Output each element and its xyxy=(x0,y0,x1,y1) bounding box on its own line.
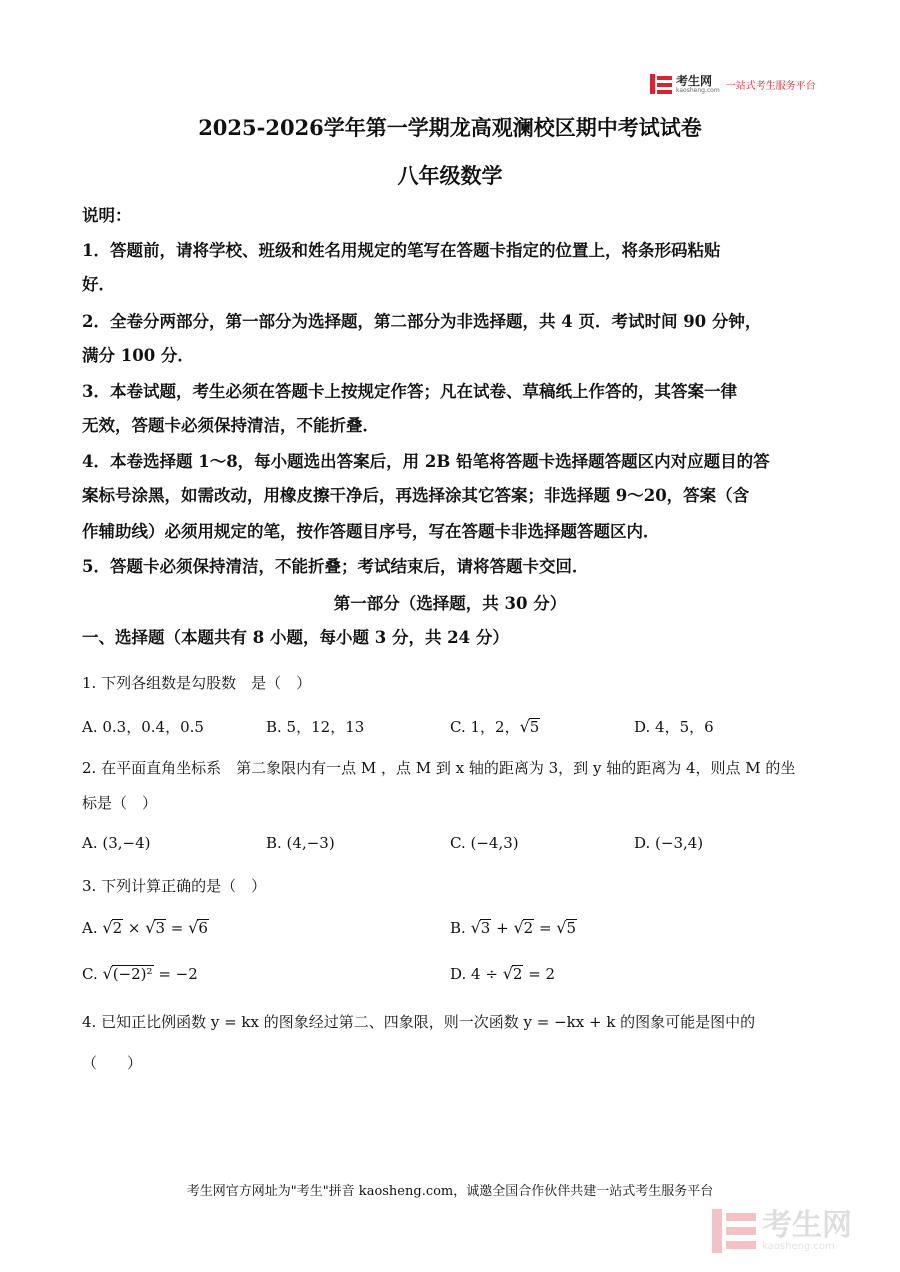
q1-option-c-radicand: 5 xyxy=(529,718,540,736)
logo-brand: 考生网 kaosheng.com xyxy=(676,73,720,94)
q1-option-d: D. 4，5，6 xyxy=(634,718,714,736)
q3-option-c xyxy=(82,964,198,983)
q3-d-label: D. xyxy=(450,965,467,983)
q3-a-radicand-2: 3 xyxy=(155,919,165,937)
q2-option-c: C. (−4,3) xyxy=(450,834,519,852)
footer-text: 考生网官方网址为"考生"拼音 kaosheng.com，诚邀全国合作伙伴共建一站式考生服务平台 xyxy=(186,1184,714,1199)
q3-b-radicand-3: 5 xyxy=(566,919,577,937)
q1-option-a: A. 0.3，0.4，0.5 xyxy=(82,718,204,736)
q3-b-operator: + xyxy=(491,919,514,937)
q3-b-radicand-2: 2 xyxy=(523,919,534,937)
q3-b-radicand-1: 3 xyxy=(480,919,491,937)
q1-option-c-prefix: C. 1，2， xyxy=(450,718,520,736)
logo-slogan: 一站式考生服务平台 xyxy=(725,80,816,92)
sqrt-icon: √ xyxy=(513,918,524,937)
part1-heading: 第一部分（选择题，共 30 分） xyxy=(333,594,567,613)
q3-b-equals: = xyxy=(534,919,557,937)
kaosheng-watermark-icon xyxy=(712,1209,756,1253)
header-logo xyxy=(650,72,820,96)
q3-option-a xyxy=(82,918,209,937)
question-3-stem: 3. 下列计算正确的是（ ） xyxy=(82,877,267,895)
section1-heading: 一、选择题（本题共有 8 小题，每小题 3 分，共 24 分） xyxy=(82,628,509,647)
watermark-logo xyxy=(712,1207,882,1255)
note-1-line-2: 好． xyxy=(82,275,115,294)
question-4-paren: （ ） xyxy=(82,1054,143,1072)
note-1-line-1: 1．答题前，请将学校、班级和姓名用规定的笔写在答题卡指定的位置上，将条形码粘贴 xyxy=(82,241,721,260)
note-4-line-2: 案标号涂黑，如需改动，用橡皮擦干净后，再选择涂其它答案；非选择题 9～20，答案（含 xyxy=(82,486,750,505)
question-1-stem: 1. 下列各组数是勾股数 是（ ） xyxy=(82,674,312,692)
q3-c-label: C. xyxy=(82,965,98,983)
sqrt-icon: √ xyxy=(145,918,156,937)
sqrt-icon: √ xyxy=(556,918,567,937)
note-5-line-1: 5．答题卡必须保持清洁，不能折叠；考试结束后，请将答题卡交回． xyxy=(82,557,589,576)
sqrt-icon: √ xyxy=(102,918,113,937)
q2-option-a: A. (3,−4) xyxy=(82,834,151,852)
sqrt-icon: √ xyxy=(519,717,530,736)
exam-subtitle: 八年级数学 xyxy=(397,163,503,188)
sqrt-icon: √ xyxy=(102,964,113,983)
q3-d-prefix: 4 ÷ xyxy=(471,965,503,983)
q1-option-b: B. 5，12，13 xyxy=(266,718,365,736)
note-3-line-2: 无效，答题卡必须保持清洁，不能折叠． xyxy=(82,416,379,435)
question-2-stem-line-2: 标是（ ） xyxy=(82,794,158,812)
exam-title: 2025-2026学年第一学期龙高观澜校区期中考试试卷 xyxy=(198,115,702,140)
notes-heading: 说明： xyxy=(82,206,132,225)
q3-c-radicand: (−2)² xyxy=(112,965,153,983)
watermark-domain: kaosheng.com xyxy=(762,1241,835,1252)
q3-c-equals: = −2 xyxy=(153,965,198,983)
q3-a-radicand-1: 2 xyxy=(112,919,123,937)
q3-a-label: A. xyxy=(82,919,98,937)
q3-option-b xyxy=(450,918,577,937)
sqrt-icon: √ xyxy=(188,918,199,937)
note-3-line-1: 3．本卷试题，考生必须在答题卡上按规定作答；凡在试卷、草稿纸上作答的，其答案一律 xyxy=(82,382,737,401)
sqrt-icon: √ xyxy=(502,964,513,983)
q3-a-equals: = xyxy=(166,919,189,937)
q2-option-b: B. (4,−3) xyxy=(266,834,335,852)
note-4-line-1: 4．本卷选择题 1～8，每小题选出答案后，用 2B 铅笔将答题卡选择题答题区内对应题目的答 xyxy=(82,452,770,471)
q3-d-equals: = 2 xyxy=(523,965,556,983)
q3-a-operator: × xyxy=(123,919,146,937)
q1-option-c xyxy=(450,716,540,737)
sqrt-icon: √ xyxy=(470,918,481,937)
note-2-line-2: 满分 100 分． xyxy=(82,346,194,365)
q3-d-radicand: 2 xyxy=(512,965,523,983)
question-4-stem: 4. 已知正比例函数 y = kx 的图象经过第二、四象限，则一次函数 y = −kx + k 的图象可能是图中的 xyxy=(82,1013,756,1031)
kaosheng-logo-icon xyxy=(650,74,672,94)
q3-b-label: B. xyxy=(450,919,466,937)
watermark-brand: 考生网 kaosheng.com xyxy=(762,1208,852,1252)
note-2-line-1: 2．全卷分两部分，第一部分为选择题，第二部分为非选择题，共 4 页．考试时间 90 分钟， xyxy=(82,312,762,331)
note-4-line-3: 作辅助线）必须用规定的笔，按作答题目序号，写在答题卡非选择题答题区内． xyxy=(82,522,660,541)
q3-option-d xyxy=(450,964,555,983)
logo-domain: kaosheng.com xyxy=(676,86,720,94)
q3-a-radicand-3: 6 xyxy=(198,919,208,937)
question-2-stem-line-1: 2. 在平面直角坐标系 第二象限内有一点 M ，点 M 到 x 轴的距离为 3，到 y 轴的距离为 4，则点 M 的坐 xyxy=(82,759,796,777)
q2-option-d: D. (−3,4) xyxy=(634,834,704,852)
